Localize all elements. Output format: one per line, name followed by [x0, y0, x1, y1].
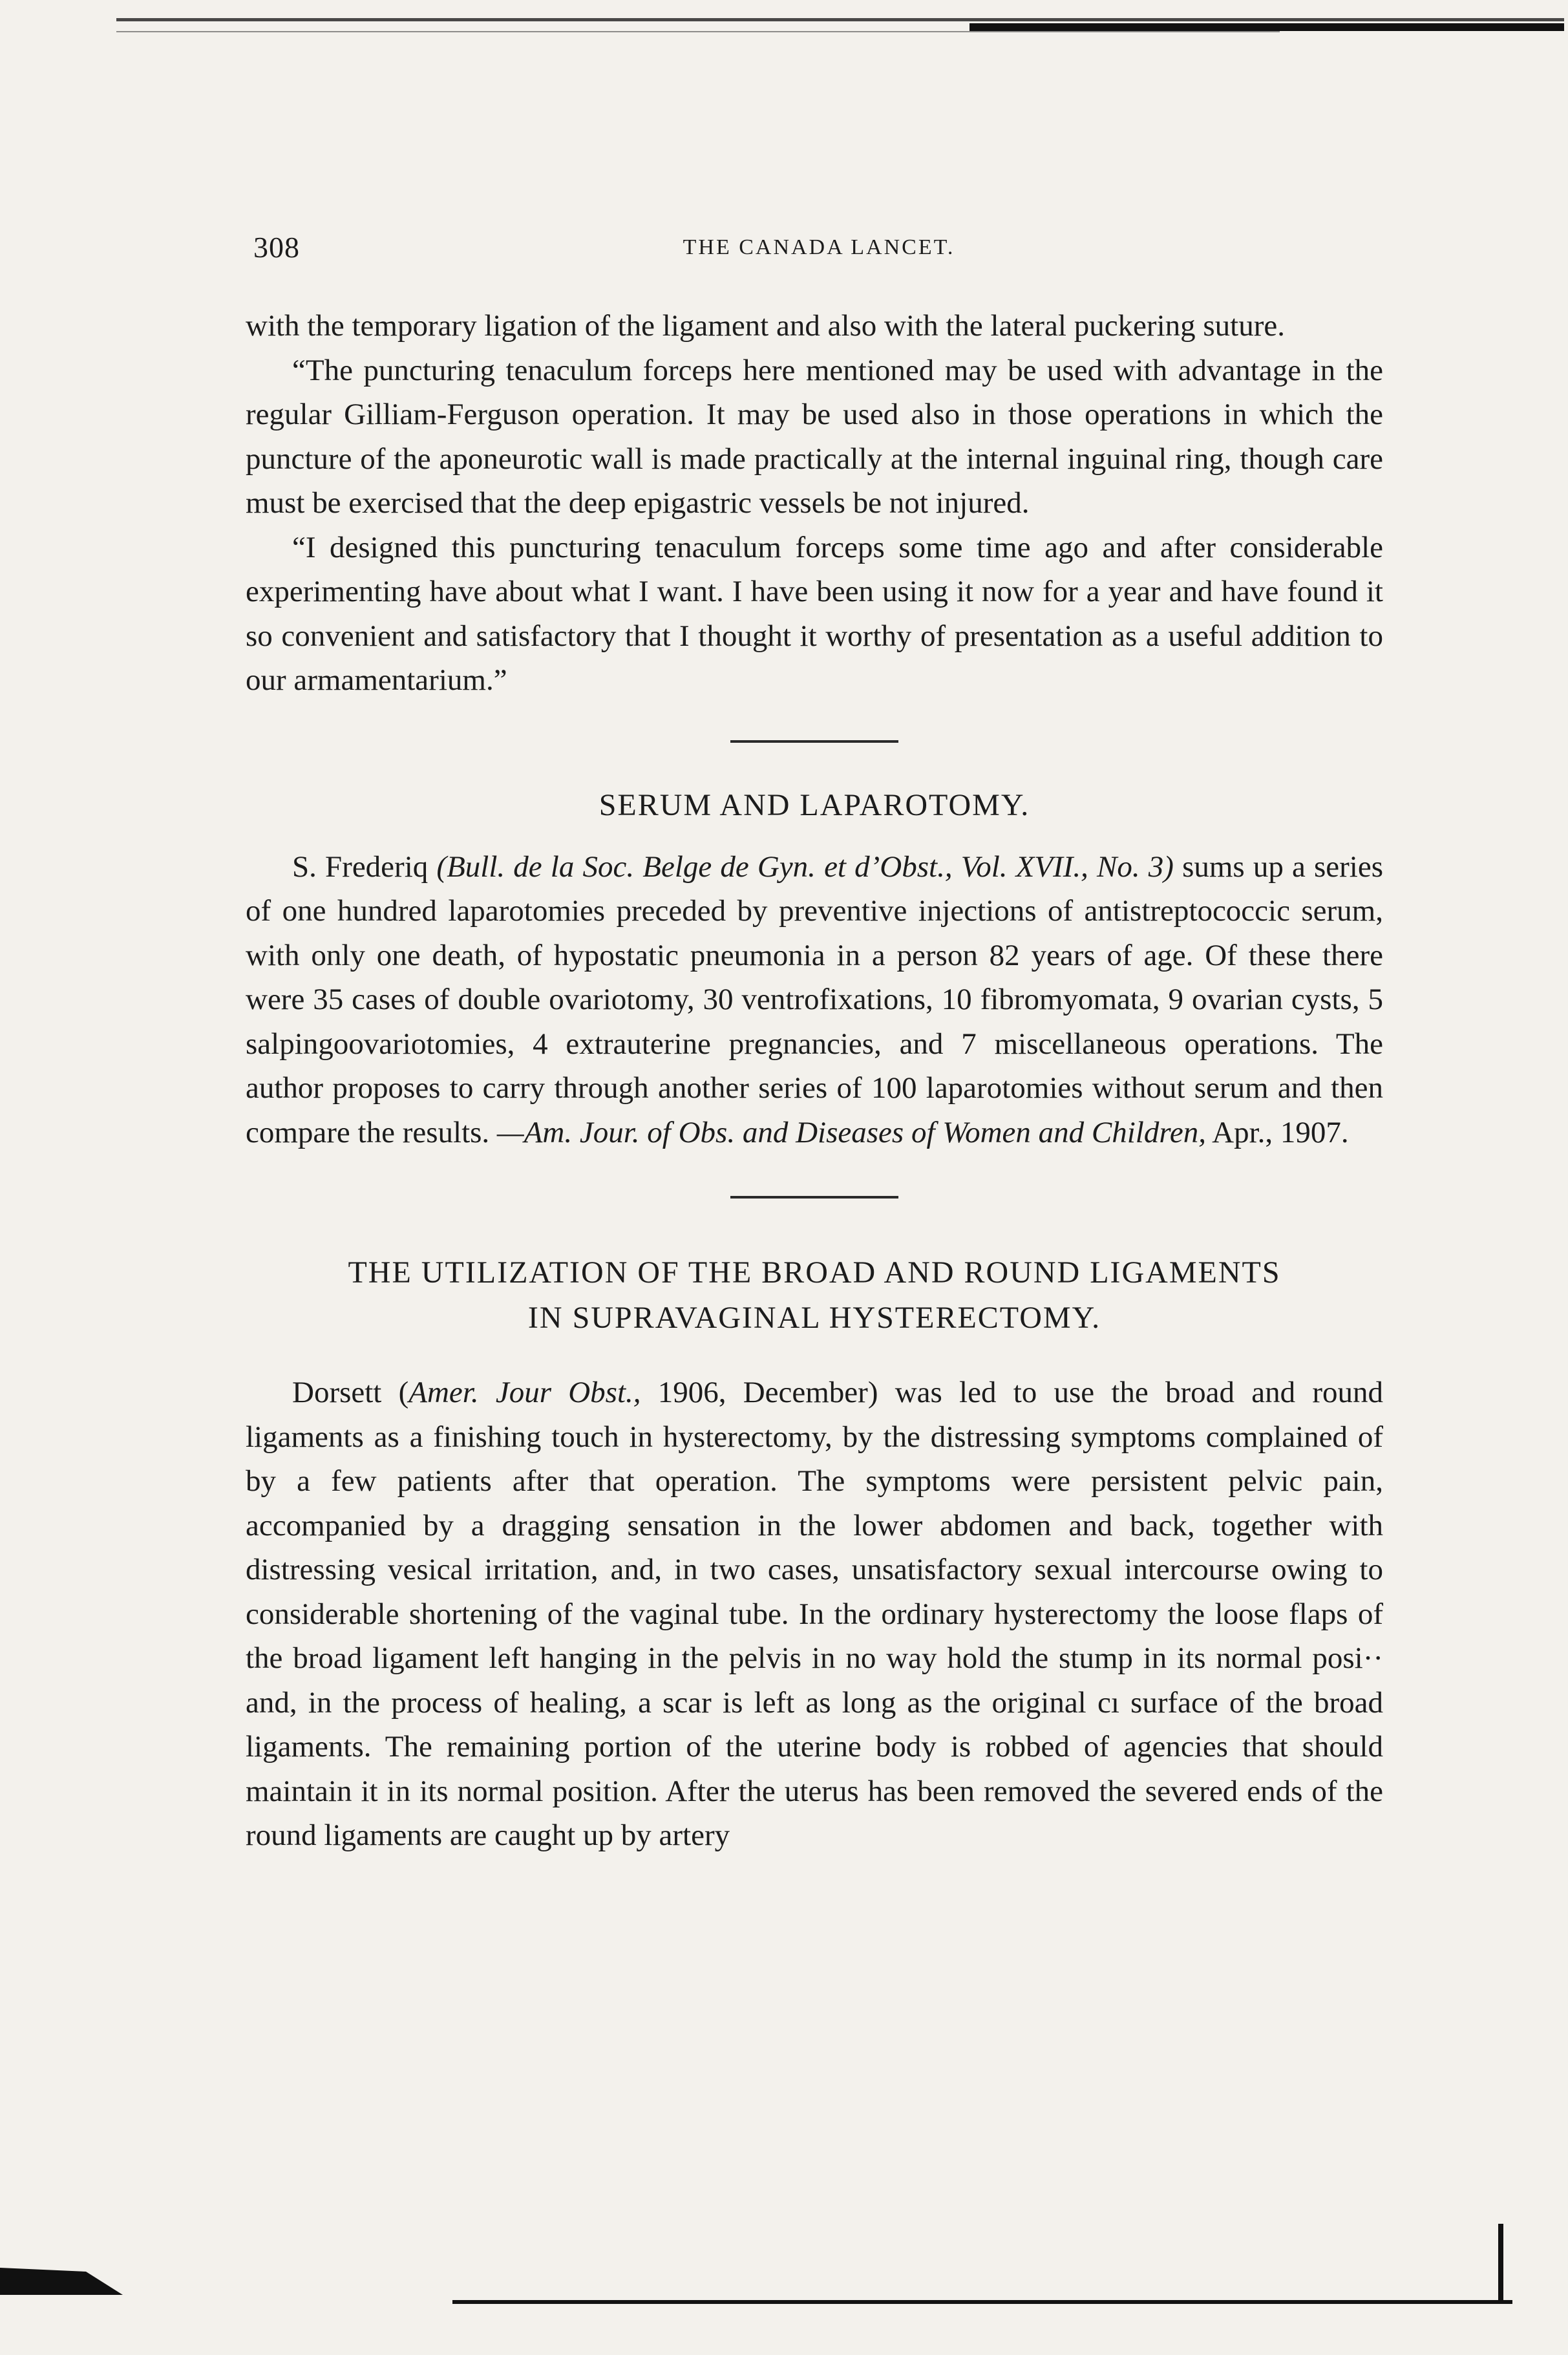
- body-text: was led to use the broad and round ligaments as a finishing touch in hysterectomy, by the distressing symptoms complained of by a few patients after that operation. The symptoms were persistent pelvic pain, accompanied by a dragging sensation in the lower abdomen and back, together with distressing vesical irritation, and, in two cases, unsatisfactory sexual intercourse owing to considerable shortening of the vaginal tube. In the ordinary hysterectomy the loose flaps of the broad ligament left hanging in the pelvis in no way hold the stump in its normal posi·· and, in the process of healing, a scar is left as long as the original cı surface of the broad ligaments. The remaining portion of the uterine body is robbed of agencies that should maintain it in its normal position. After the uterus has been removed the severed ends of the round ligaments are caught up by artery: [246, 1376, 1383, 1852]
- citation: Amer. Jour Obst.,: [408, 1376, 641, 1409]
- section-divider: [730, 1196, 898, 1199]
- body-paragraph: [246, 845, 1383, 1155]
- page-number: 308: [253, 231, 300, 264]
- page-body: [246, 304, 1383, 1858]
- scan-artifact: [0, 2256, 123, 2295]
- body-text: sums up a series of one hundred laparotomies preceded by preventive injections of antistreptococcic serum, with only one death, of hypostatic pneumonia in a person 82 years of age. Of these there were 35 cases of double ovariotomy, 30 ventrofixations, 10 fibromyomata, 9 ovarian cysts, 5 salpingoovariotomies, 4 extrauterine pregnancies, and 7 miscellaneous operations. The author proposes to carry through another series of 100 laparotomies without serum and then compare the results.: [246, 849, 1384, 1149]
- source-date: Apr., 1907.: [1206, 1115, 1349, 1149]
- running-title: THE CANADA LANCET.: [683, 235, 955, 259]
- scan-artifact: [1498, 2224, 1503, 2301]
- source-citation: —Am. Jour. of Obs. and Diseases of Women and Children,: [496, 1115, 1207, 1149]
- author-name: S. Frederiq: [292, 849, 429, 884]
- section-title: [246, 1250, 1383, 1341]
- page-header: [253, 230, 1384, 269]
- scan-edge-line: [452, 2300, 1512, 2304]
- author-name: Dorsett: [292, 1376, 382, 1409]
- citation-rest: 1906, December): [641, 1376, 878, 1409]
- body-paragraph: with the temporary ligation of the ligament and also with the lateral puckering suture.: [246, 309, 1285, 343]
- section-title: SERUM AND LAPAROTOMY.: [599, 787, 1030, 822]
- scan-edge-line: [116, 18, 1564, 21]
- section-title-line: IN SUPRAVAGINAL HYSTERECTOMY.: [527, 1301, 1101, 1335]
- body-paragraph: “I designed this puncturing tenaculum forceps some time ago and after considerable experimenting have about what I want. I have been using it now for a year and have found it so convenient and satisfactory that I thought it worthy of presentation as a useful addition to our armamentarium.”: [246, 530, 1383, 697]
- section-title-line: THE UTILIZATION OF THE BROAD AND ROUND LIGAMENTS: [348, 1255, 1281, 1290]
- citation: (Bull. de la Soc. Belge de Gyn. et d’Obst., Vol. XVII., No. 3): [436, 849, 1174, 884]
- citation-open: (: [381, 1376, 409, 1409]
- body-paragraph: “The puncturing tenaculum forceps here mentioned may be used with advantage in the regular Gilliam-Ferguson operation. It may be used also in those operations in which the puncture of the aponeurotic wall is made practically at the internal inguinal ring, though care must be exercised that the deep epigastric vessels be not injured.: [246, 353, 1383, 520]
- section-divider: [730, 740, 898, 743]
- body-paragraph: [246, 1370, 1383, 1858]
- scan-edge-line: [969, 23, 1564, 31]
- scan-edge-line: [116, 31, 1280, 32]
